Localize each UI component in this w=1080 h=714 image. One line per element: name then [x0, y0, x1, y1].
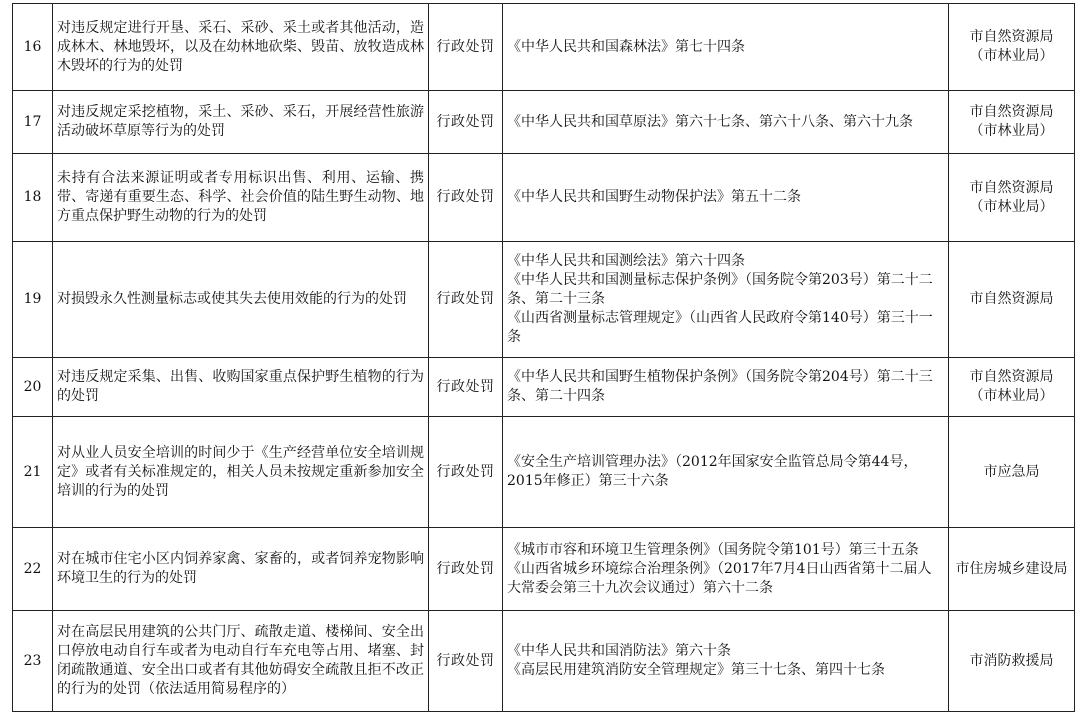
- legal-basis-line: 《高层民用建筑消防安全管理规定》第三十七条、第四十七条: [507, 662, 885, 678]
- table-row: [13, 417, 1075, 528]
- table-row: [13, 91, 1075, 154]
- row-number: 23: [13, 611, 53, 712]
- department-line: 市住房城乡建设局: [955, 560, 1068, 577]
- legal-basis-line: 《安全生产培训管理办法》（2012年国家安全监管总局令第44号，2015年修正）第三十六条: [507, 454, 918, 489]
- penalty-item: 对损毁永久性测量标志或使其失去使用效能的行为的处罚: [53, 242, 429, 358]
- table-row: [13, 528, 1075, 611]
- penalty-type: 行政处罚: [429, 611, 503, 712]
- department-line: 市应急局: [983, 463, 1040, 480]
- penalty-item: 对违反规定采挖植物，采土、采砂、采石，开展经营性旅游活动破坏草原等行为的处罚: [53, 91, 429, 154]
- penalty-item: 对违反规定进行开垦、采石、采砂、采土或者其他活动，造成林木、林地毁坏，以及在幼林地砍柴、毁苗、放牧造成林木毁坏的行为的处罚: [53, 4, 429, 91]
- department-line: 市自然资源局: [969, 104, 1054, 120]
- department-line: （市林业局）: [969, 48, 1054, 64]
- legal-basis-line: 《山西省城乡环境综合治理条例》（2017年7月4日山西省第十二届人大常委会第三十九次会议通过）第六十二条: [507, 560, 932, 596]
- row-number: 16: [13, 4, 53, 91]
- legal-basis: [503, 358, 949, 417]
- department-line: 市自然资源局: [969, 179, 1054, 196]
- penalty-table: [12, 3, 1075, 712]
- table-row: [13, 242, 1075, 358]
- penalty-item: 对在高层民用建筑的公共门厅、疏散走道、楼梯间、安全出口停放电动自行车或者为电动自行车充电等占用、堵塞、封闭疏散通道、安全出口或者有其他妨碍安全疏散且拒不改正的行为的处罚（依法适用简易程序的）: [53, 611, 429, 712]
- department: [949, 91, 1075, 154]
- legal-basis: [503, 417, 949, 528]
- legal-basis-line: 《中华人民共和国森林法》第七十四条: [507, 38, 745, 55]
- legal-basis-line: 《中华人民共和国消防法》第六十条: [507, 643, 731, 659]
- table-row: [13, 358, 1075, 417]
- department: [949, 528, 1075, 611]
- legal-basis-line: 《中华人民共和国野生植物保护条例》（国务院令第204号）第二十三条、第二十四条: [507, 369, 933, 404]
- penalty-item: 对违反规定采集、出售、收购国家重点保护野生植物的行为的处罚: [53, 358, 429, 417]
- legal-basis-line: 《城市市容和环境卫生管理条例》（国务院令第101号）第三十五条: [507, 541, 919, 558]
- department: [949, 4, 1075, 91]
- department-line: 市自然资源局: [969, 291, 1054, 307]
- row-number: 19: [13, 242, 53, 358]
- department-line: 市自然资源局: [969, 29, 1054, 45]
- penalty-item: 对从业人员安全培训的时间少于《生产经营单位安全培训规定》或者有关标准规定的，相关人员未按规定重新参加安全培训的行为的处罚: [53, 417, 429, 528]
- row-number: 22: [13, 528, 53, 611]
- department-line: （市林业局）: [969, 123, 1054, 139]
- legal-basis-line: 《中华人民共和国测绘法》第六十四条: [507, 253, 745, 269]
- legal-basis: [503, 528, 949, 611]
- penalty-type: 行政处罚: [429, 4, 503, 91]
- legal-basis: [503, 154, 949, 242]
- penalty-type: 行政处罚: [429, 91, 503, 154]
- table-row: [13, 4, 1075, 91]
- department-line: （市林业局）: [969, 198, 1054, 215]
- penalty-item: 对在城市住宅小区内饲养家禽、家畜的，或者饲养宠物影响环境卫生的行为的处罚: [53, 528, 429, 611]
- legal-basis: [503, 611, 949, 712]
- legal-basis: [503, 4, 949, 91]
- legal-basis: [503, 242, 949, 358]
- legal-basis-line: 《中华人民共和国野生动物保护法》第五十二条: [507, 189, 801, 205]
- row-number: 20: [13, 358, 53, 417]
- penalty-type: 行政处罚: [429, 417, 503, 528]
- row-number: 17: [13, 91, 53, 154]
- row-number: 21: [13, 417, 53, 528]
- department-line: （市林业局）: [969, 388, 1054, 404]
- row-number: 18: [13, 154, 53, 242]
- table-row: [13, 154, 1075, 242]
- penalty-type: 行政处罚: [429, 358, 503, 417]
- department: [949, 242, 1075, 358]
- department: [949, 358, 1075, 417]
- department-line: 市消防救援局: [969, 652, 1054, 669]
- legal-basis-line: 《中华人民共和国测量标志保护条例》（国务院令第203号）第二十二条、第二十三条: [507, 272, 933, 307]
- department: [949, 154, 1075, 242]
- legal-basis-line: 《中华人民共和国草原法》第六十七条、第六十八条、第六十九条: [507, 113, 913, 130]
- department-line: 市自然资源局: [969, 369, 1054, 385]
- department: [949, 417, 1075, 528]
- legal-basis-line: 《山西省测量标志管理规定》（山西省人民政府令第140号）第三十一条: [507, 310, 933, 345]
- penalty-type: 行政处罚: [429, 154, 503, 242]
- penalty-type: 行政处罚: [429, 528, 503, 611]
- penalty-item: 未持有合法来源证明或者专用标识出售、利用、运输、携带、寄递有重要生态、科学、社会价值的陆生野生动物、地方重点保护野生动物的行为的处罚: [53, 154, 429, 242]
- penalty-type: 行政处罚: [429, 242, 503, 358]
- table-row: [13, 611, 1075, 712]
- department: [949, 611, 1075, 712]
- legal-basis: [503, 91, 949, 154]
